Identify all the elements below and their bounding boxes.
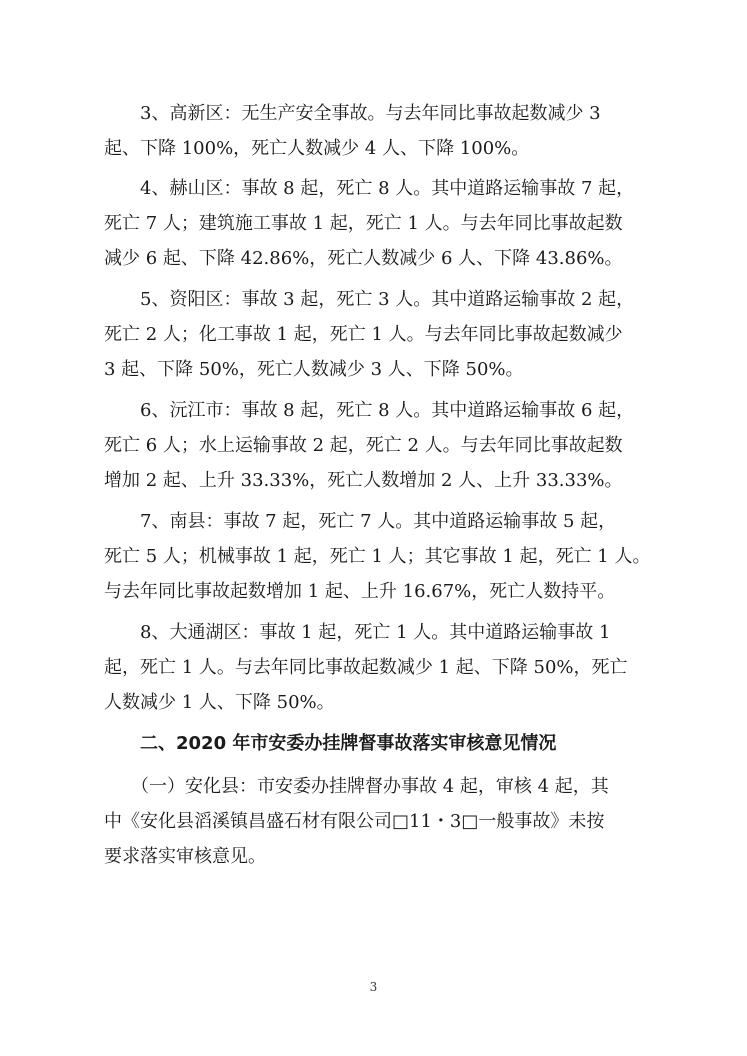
paragraph-nanxian <box>104 504 664 609</box>
text-line: 3 起、下降 50%，死亡人数减少 3 人、下降 50%。 <box>104 359 524 380</box>
text-line: 减少 6 起、下降 42.86%，死亡人数减少 6 人、下降 43.86%。 <box>104 248 623 269</box>
text-line: 与去年同比事故起数增加 1 起、上升 16.67%，死亡人数持平。 <box>104 581 616 602</box>
text-line: 死亡 7 人；建筑施工事故 1 起，死亡 1 人。与去年同比事故起数 <box>104 213 623 234</box>
text-line: 增加 2 起、上升 33.33%，死亡人数增加 2 人、上升 33.33%。 <box>104 470 623 491</box>
paragraph-heshan <box>104 171 664 276</box>
text-line: 6、沅江市：事故 8 起，死亡 8 人。其中道路运输事故 6 起， <box>104 400 635 421</box>
text-line: （一）安化县：市安委办挂牌督办事故 4 起，审核 4 起，其 <box>104 776 609 797</box>
text-line: 死亡 2 人；化工事故 1 起，死亡 1 人。与去年同比事故起数减少 <box>104 324 623 345</box>
text-line: 7、南县：事故 7 起，死亡 7 人。其中道路运输事故 5 起， <box>104 511 617 532</box>
text-line: 5、资阳区：事故 3 起，死亡 3 人。其中道路运输事故 2 起， <box>104 289 635 310</box>
text-line: 死亡 5 人；机械事故 1 起，死亡 1 人；其它事故 1 起，死亡 1 人。 <box>104 546 651 567</box>
text-line: 起，死亡 1 人。与去年同比事故起数减少 1 起、下降 50%，死亡 <box>104 657 628 678</box>
paragraph-anhua <box>104 769 664 874</box>
text-line: 人数减少 1 人、下降 50%。 <box>104 692 335 713</box>
section-heading: 二、2020 年市安委办挂牌督事故落实审核意见情况 <box>104 733 557 754</box>
text-line: 要求落实审核意见。 <box>104 846 266 867</box>
text-line: 中《安化县滔溪镇昌盛石材有限公司□11・3□一般事故》未按 <box>104 811 605 832</box>
paragraph-ziyang <box>104 282 664 387</box>
text-line: 8、大通湖区：事故 1 起，死亡 1 人。其中道路运输事故 1 <box>104 622 611 643</box>
paragraph-datonghu <box>104 615 664 720</box>
text-line: 3、高新区：无生产安全事故。与去年同比事故起数减少 3 <box>104 103 601 124</box>
page-number: 3 <box>369 980 378 994</box>
text-line: 4、赫山区：事故 8 起，死亡 8 人。其中道路运输事故 7 起， <box>104 178 635 199</box>
text-line: 死亡 6 人；水上运输事故 2 起，死亡 2 人。与去年同比事故起数 <box>104 435 623 456</box>
paragraph-gaoxin <box>104 96 664 166</box>
text-line: 起、下降 100%，死亡人数减少 4 人、下降 100%。 <box>104 138 530 159</box>
paragraph-yuanjiang <box>104 393 664 498</box>
